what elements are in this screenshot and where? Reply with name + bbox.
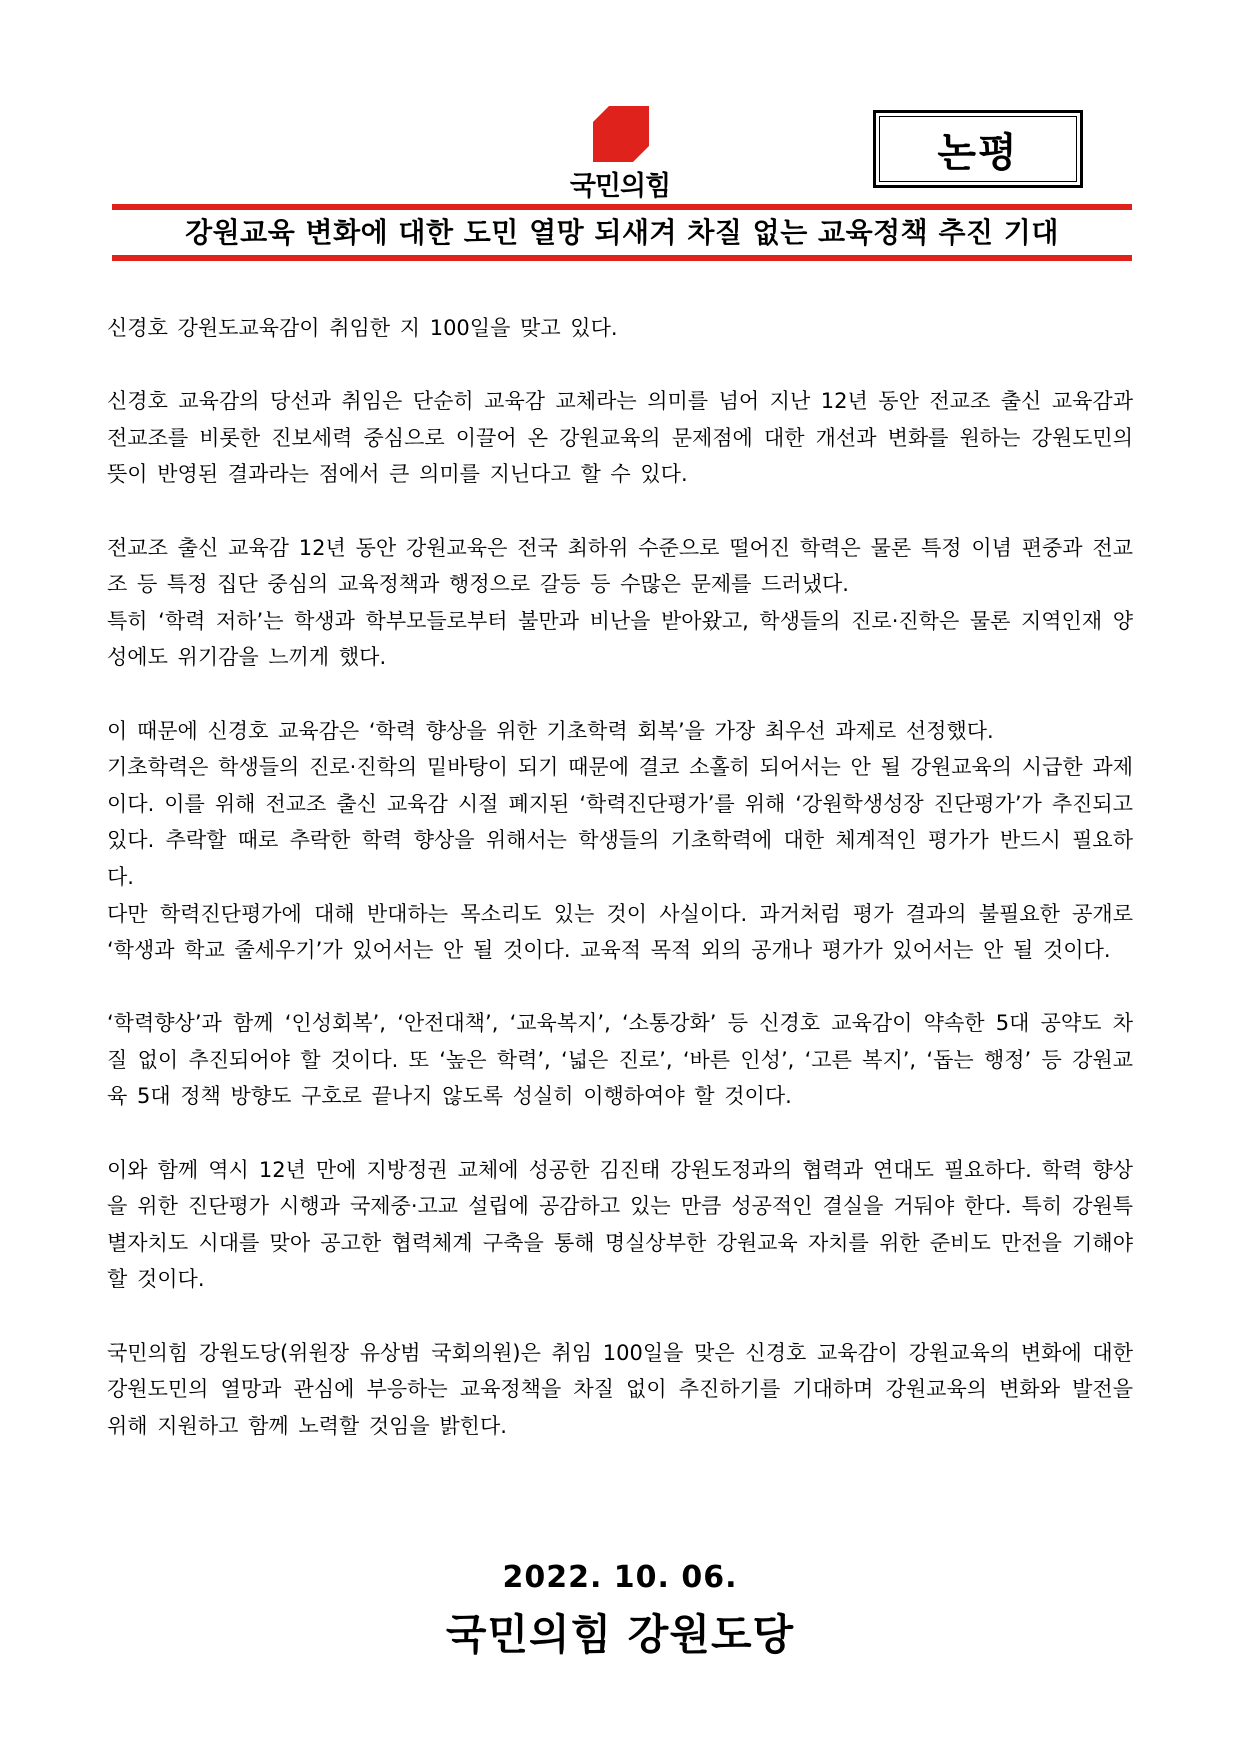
headline-top-rule [112,204,1132,210]
paragraph: ‘학력향상’과 함께 ‘인성회복’, ‘안전대책’, ‘교육복지’, ‘소통강화’ 등 신경호 교육감이 약속한 5대 공약도 차질 없이 추진되어야 할 것이다. 또 ‘높은 학력’, ‘넓은 진로’, ‘바른 인성’, ‘고른 복지’, ‘돕는 행정’ 등 강원교육 5대 정책 방향도 구호로 끝나지 않도록 성실히 이행하여야 할 것이다. [107,1011,1133,1109]
paragraph: 신경호 강원도교육감이 취임한 지 100일을 맞고 있다. [107,316,618,340]
paragraph: 국민의힘 강원도당(위원장 유상범 국회의원)은 취임 100일을 맞은 신경호 교육감이 강원교육의 변화에 대한 강원도민의 열망과 관심에 부응하는 교육정책을 차질 없이 추진하기를 기대하며 강원교육의 변화와 발전을 위해 지원하고 함께 노력할 것임을 밝힌다. [107,1340,1133,1438]
headline-bottom-rule [112,255,1132,261]
paragraph: 특히 ‘학력 저하’는 학생과 학부모들로부터 불만과 비난을 받아왔고, 학생들의 진로·진학은 물론 지역인재 양성에도 위기감을 느끼게 했다. [107,608,1133,670]
statement-body [107,310,1133,1481]
headline: 강원교육 변화에 대한 도민 열망 되새겨 차질 없는 교육정책 추진 기대 [185,216,1059,249]
document-type-text: 논평 [937,129,1019,176]
paragraph: 다만 학력진단평가에 대해 반대하는 목소리도 있는 것이 사실이다. 과거처럼 평가 결과의 불필요한 공개로 ‘학생과 학교 줄세우기’가 있어서는 안 될 것이다. 교육적 목적 외의 공개나 평가가 있어서는 안 될 것이다. [107,901,1133,963]
party-logo-mark-icon [593,106,649,162]
party-logo-text: 국민의힘 [569,171,671,202]
paragraph: 기초학력은 학생들의 진로·진학의 밑바탕이 되기 때문에 결코 소홀히 되어서는 안 될 강원교육의 시급한 과제이다. 이를 위해 전교조 출신 교육감 시절 폐지된 ‘학력진단평가’를 위해 ‘강원학생성장 진단평가’가 추진되고 있다. 추락할 때로 추락한 학력 향상을 위해서는 학생들의 기초학력에 대한 체계적인 평가가 반드시 필요하다. [107,755,1133,889]
party-logo [555,104,685,204]
document-type-label [873,110,1083,188]
paragraph: 이 때문에 신경호 교육감은 ‘학력 향상을 위한 기초학력 회복’을 가장 최우선 과제로 선정했다. [107,718,994,743]
paragraph: 전교조 출신 교육감 12년 동안 강원교육은 전국 최하위 수준으로 떨어진 학력은 물론 특정 이념 편중과 전교조 등 특정 집단 중심의 교육정책과 행정으로 갈등 등 수많은 문제를 드러냈다. [107,535,1133,597]
paragraph: 신경호 교육감의 당선과 취임은 단순히 교육감 교체라는 의미를 넘어 지난 12년 동안 전교조 출신 교육감과 전교조를 비롯한 진보세력 중심으로 이끌어 온 강원교육의 문제점에 대한 개선과 변화를 원하는 강원도민의 뜻이 반영된 결과라는 점에서 큰 의미를 지닌다고 할 수 있다. [107,389,1133,487]
issuing-organization: 국민의힘 강원도당 [445,1610,795,1659]
release-date: 2022. 10. 06. [502,1560,738,1595]
paragraph: 이와 함께 역시 12년 만에 지방정권 교체에 성공한 김진태 강원도정과의 협력과 연대도 필요하다. 학력 향상을 위한 진단평가 시행과 국제중·고교 설립에 공감하고 있는 만큼 성공적인 결실을 거둬야 한다. 특히 강원특별자치도 시대를 맞아 공고한 협력체계 구축을 통해 명실상부한 강원교육 자치를 위한 준비도 만전을 기해야 할 것이다. [107,1157,1134,1292]
